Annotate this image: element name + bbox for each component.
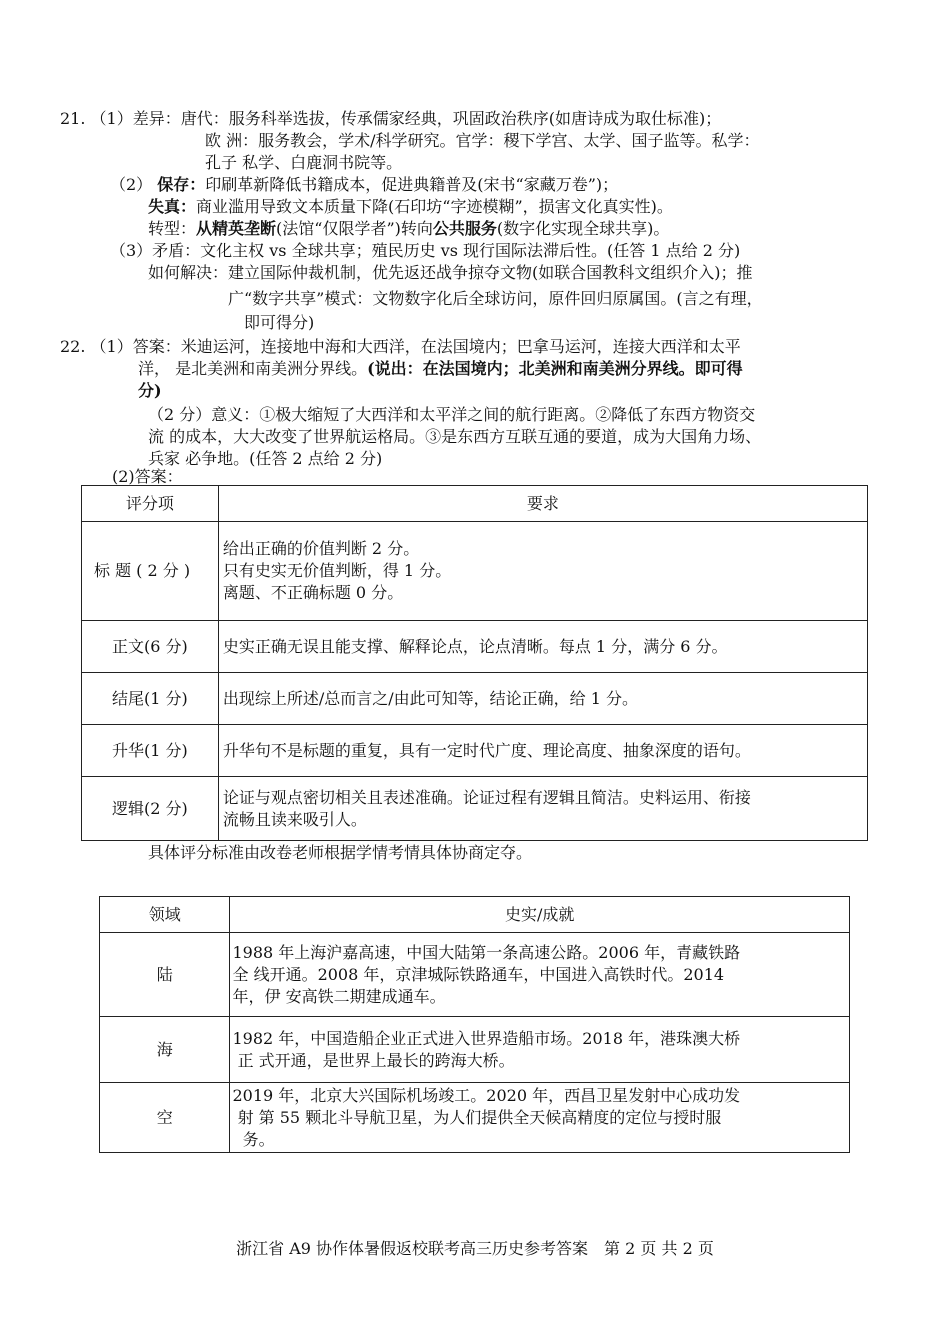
q21-part1-line1: 21. （1）差异：唐代：服务科举选拔，传承儒家经典，巩固政治秩序(如唐诗成为取仕标准)； — [60, 109, 722, 128]
rubric-note: 具体评分标准由改卷老师根据学情考情具体协商定夺。 — [148, 843, 533, 862]
rubric-item: 升华(1 分) — [82, 725, 219, 777]
q21-part2-line1: （2） 保存：印刷革新降低书籍成本，促进典籍普及(宋书“家藏万卷”)； — [110, 175, 619, 194]
q21-part3-line4: 即可得分) — [244, 313, 315, 332]
keyword-public: 公共服务 — [432, 219, 497, 238]
achievement-facts: 2019 年，北京大兴国际机场竣工。2020 年，西昌卫星发射中心成功发 射 第 55 颗北斗导航卫星，为人们提供全天候高精度的定位与授时服 务。 — [230, 1083, 850, 1153]
rubric-item: 结尾(1 分) — [82, 673, 219, 725]
rubric-header-row — [82, 486, 868, 522]
rubric-header-item: 评分项 — [82, 486, 219, 522]
achievement-field: 海 — [100, 1017, 230, 1083]
achievement-field: 空 — [100, 1083, 230, 1153]
achievement-header-field: 领域 — [100, 897, 230, 933]
rubric-row — [82, 673, 868, 725]
q21-part3-line1: （3）矛盾：文化主权 vs 全球共享；殖民历史 vs 现行国际法滞后性。(任答 1 点给 2 分) — [110, 241, 741, 260]
q21-part3-line3: 广“数字共享”模式：文物数字化后全球访问，原件回归原属国。(言之有理， — [228, 289, 763, 308]
rubric-item: 标 题 ( 2 分 ) — [82, 522, 219, 621]
achievement-facts: 1988 年上海沪嘉高速，中国大陆第一条高速公路。2006 年，青藏铁路 全 线开通。2008 年，京津城际铁路通车，中国进入高铁时代。2014 年，伊 安高铁二期建成通车。 — [230, 933, 850, 1017]
q21-part1-label: （1）差异： — [90, 109, 181, 128]
rubric-row — [82, 522, 868, 621]
achievement-table — [99, 896, 850, 1153]
rubric-table — [81, 485, 868, 841]
rubric-row — [82, 777, 868, 841]
page-footer: 浙江省 A9 协作体暑假返校联考高三历史参考答案 第 2 页 共 2 页 — [236, 1239, 714, 1258]
q21-part1-line2: 欧 洲：服务教会，学术/科学研究。官学：稷下学宫、太学、国子监等。私学： — [205, 131, 760, 150]
achievement-header-row — [100, 897, 850, 933]
achievement-row — [100, 933, 850, 1017]
keyword-preserve: 保存： — [157, 175, 206, 194]
rubric-item: 正文(6 分) — [82, 621, 219, 673]
keyword-distortion: 失真： — [148, 197, 197, 216]
achievement-facts: 1982 年，中国造船企业正式进入世界造船市场。2018 年，港珠澳大桥 正 式开通，是世界上最长的跨海大桥。 — [230, 1017, 850, 1083]
q22-part1-line4: （2 分）意义：①极大缩短了大西洋和太平洋之间的航行距离。②降低了东西方物资交 — [148, 405, 756, 424]
q22-part2-label: (2)答案： — [112, 467, 183, 486]
q21-part2-line2: 失真：商业滥用导致文本质量下降(石印坊“字迹模糊”，损害文化真实性)。 — [148, 197, 673, 216]
achievement-field: 陆 — [100, 933, 230, 1017]
rubric-requirement: 论证与观点密切相关且表述准确。论证过程有逻辑且简洁。史料运用、衔接 流畅且读来吸引人。 — [218, 777, 867, 841]
keyword-elite: 从精英垄断 — [196, 219, 277, 238]
q21-number: 21. — [60, 109, 86, 128]
rubric-item: 逻辑(2 分) — [82, 777, 219, 841]
q22-part1-line2: 洋， 是北美洲和南美洲分界线。(说出：在法国境内；北美洲和南美洲分界线。即可得 — [138, 359, 743, 378]
rubric-requirement: 史实正确无误且能支撑、解释论点，论点清晰。每点 1 分，满分 6 分。 — [218, 621, 867, 673]
rubric-requirement: 出现综上所述/总而言之/由此可知等，结论正确，给 1 分。 — [218, 673, 867, 725]
rubric-requirement: 给出正确的价值判断 2 分。 只有史实无价值判断，得 1 分。 离题、不正确标题 0 分。 — [218, 522, 867, 621]
q21-part1-line3: 孔子 私学、白鹿洞书院等。 — [205, 153, 403, 172]
rubric-row — [82, 725, 868, 777]
q21-part2-line3: 转型：从精英垄断(法馆“仅限学者”)转向公共服务(数字化实现全球共享)。 — [148, 219, 670, 238]
rubric-row — [82, 621, 868, 673]
q22-part1-line6: 兵家 必争地。(任答 2 点给 2 分) — [148, 449, 383, 468]
achievement-row — [100, 1083, 850, 1153]
q22-part1-line1: 22. （1）答案：米迪运河，连接地中海和大西洋，在法国境内；巴拿马运河，连接大西洋和太平 — [60, 337, 741, 356]
q22-part1-line5: 流 的成本，大大改变了世界航运格局。③是东西方互联互通的要道，成为大国角力场、 — [148, 427, 762, 446]
rubric-requirement: 升华句不是标题的重复，具有一定时代广度、理论高度、抽象深度的语句。 — [218, 725, 867, 777]
q22-number: 22. — [60, 337, 86, 356]
achievement-row — [100, 1017, 850, 1083]
achievement-header-facts: 史实/成就 — [230, 897, 850, 933]
q21-part3-line2: 如何解决：建立国际仲裁机制，优先返还战争掠夺文物(如联合国教科文组织介入)；推 — [148, 263, 753, 282]
q22-part1-line3: 分) — [138, 381, 162, 400]
rubric-header-requirement: 要求 — [218, 486, 867, 522]
